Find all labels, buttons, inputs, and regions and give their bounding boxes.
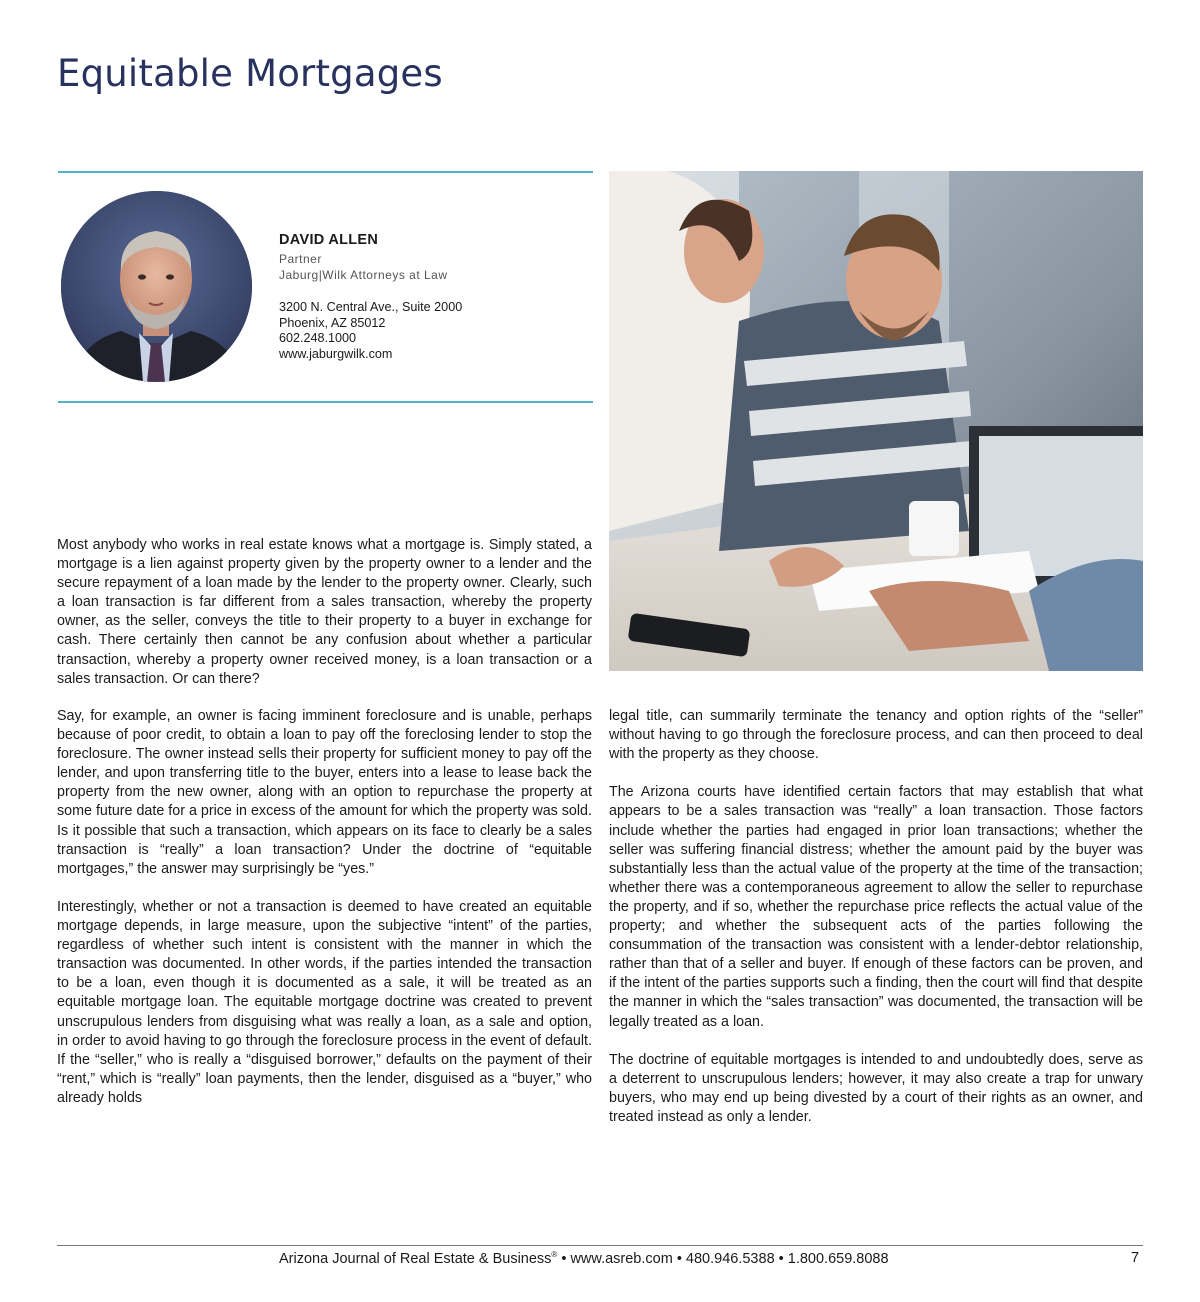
- paragraph-1: Most anybody who works in real estate knows what a mortgage is. Simply stated, a mortgage is a lien against property given by the property owner to a lender and the secure repayment of a loan made by the lender to the property owner. Clearly, such a loan transaction is far different from a sales transaction, whereby the property owner, as the seller, conveys the title to their property to a buyer in exchange for cash. There certainly then cannot be any confusion about whether a particular transaction, whereby a property owner received money, is a loan transaction or a sales transaction. Or can there?: [57, 537, 592, 687]
- footer-publication-info: [279, 1250, 889, 1267]
- author-avatar: [61, 191, 252, 382]
- divider-bottom: [58, 401, 593, 403]
- author-contact: [279, 300, 462, 362]
- page-title: Equitable Mortgages: [57, 52, 443, 95]
- author-role: Partner: [279, 252, 322, 266]
- page-number: 7: [1131, 1250, 1140, 1266]
- divider-top: [58, 171, 593, 173]
- article-column-left-top: [57, 536, 592, 689]
- website-link[interactable]: www.jaburgwilk.com: [279, 346, 393, 361]
- paragraph-6: The doctrine of equitable mortgages is intended to and undoubtedly does, serve as a deterrent to unscrupulous lenders; however, it may also create a trap for unwary buyers, who may end up being divested by a court of their rights as an owner, and treated instead as only a lender.: [609, 1051, 1143, 1125]
- author-portrait-illustration: [61, 191, 252, 382]
- publication-contact: • www.asreb.com • 480.946.5388 • 1.800.659.8088: [557, 1250, 889, 1267]
- paragraph-2: Say, for example, an owner is facing imminent foreclosure and is unable, perhaps because of poor credit, to obtain a loan to pay off the foreclosing lender to stop the foreclosure. The owner instead sells their property for sufficient money to pay off the lender, and upon transferring title to the buyer, enters into a lease to lease back the property from the new owner, along with an option to repurchase the property at some future date for a price in excess of the amount for which the property was sold. Is it possible that such a transaction, which appears on its face to clearly be a sales transaction is “really” a loan transaction? Under the doctrine of “equitable mortgages,” the answer may surprisingly be “yes.”: [57, 708, 592, 877]
- paragraph-5: The Arizona courts have identified certain factors that may establish that what appears to be a sales transaction was “really” a loan transaction. Those factors include whether the parties had engaged in prior loan transactions; whether the seller was suffering financial distress; whether the amount paid by the buyer was substantially less than the actual value of the property at the time of the transaction; whether there was a contemporaneous agreement to allow the seller to repurchase the property, and if so, whether the repurchase price reflects the actual value of the property; and whether the subsequent acts of the parties following the consummation of the transaction was consistent with a lender-debtor relationship, rather than that of a seller and buyer. If enough of these factors can be proven, and if the intent of the parties supports such a finding, then the court will find that despite the manner in which the “sales transaction” was documented, the transaction will be legally treated as a loan.: [609, 784, 1143, 1030]
- article-column-right: [609, 707, 1143, 1127]
- article-photo: [609, 171, 1143, 671]
- author-name: DAVID ALLEN: [279, 232, 379, 248]
- footer-divider: [57, 1245, 1143, 1246]
- author-firm: Jaburg|Wilk Attorneys at Law: [279, 268, 448, 282]
- publication-name: Arizona Journal of Real Estate & Business: [279, 1250, 552, 1267]
- address-line-2: Phoenix, AZ 85012: [279, 315, 386, 330]
- paragraph-4: legal title, can summarily terminate the tenancy and option rights of the “seller” without having to go through the foreclosure process, and can then proceed to deal with the property as they choose.: [609, 708, 1143, 763]
- address-line-1: 3200 N. Central Ave., Suite 2000: [279, 300, 463, 314]
- article-column-left: [57, 707, 592, 1108]
- couple-signing-illustration: [609, 171, 1143, 671]
- phone-number: 602.248.1000: [279, 331, 357, 346]
- author-info: [279, 232, 462, 362]
- paragraph-3: Interestingly, whether or not a transaction is deemed to have created an equitable mortgage depends, in large measure, upon the subjective “intent” of the parties, regardless of whether such intent is consistent with the manner in which the transaction was documented. In other words, if the parties intended the transaction to be a loan, even though it is documented as a sale, it will be treated as an equitable mortgage loan. The equitable mortgage doctrine was created to prevent unscrupulous lenders from disguising what was really a loan, as a sale and option, in order to avoid having to go through the foreclosure process in the event of default. If the “seller,” who is really a “disguised borrower,” defaults on the payment of their “rent,” which is “really” loan payments, then the lender, disguised as a “buyer,” who already holds: [57, 898, 592, 1106]
- registered-mark: ®: [551, 1250, 558, 1259]
